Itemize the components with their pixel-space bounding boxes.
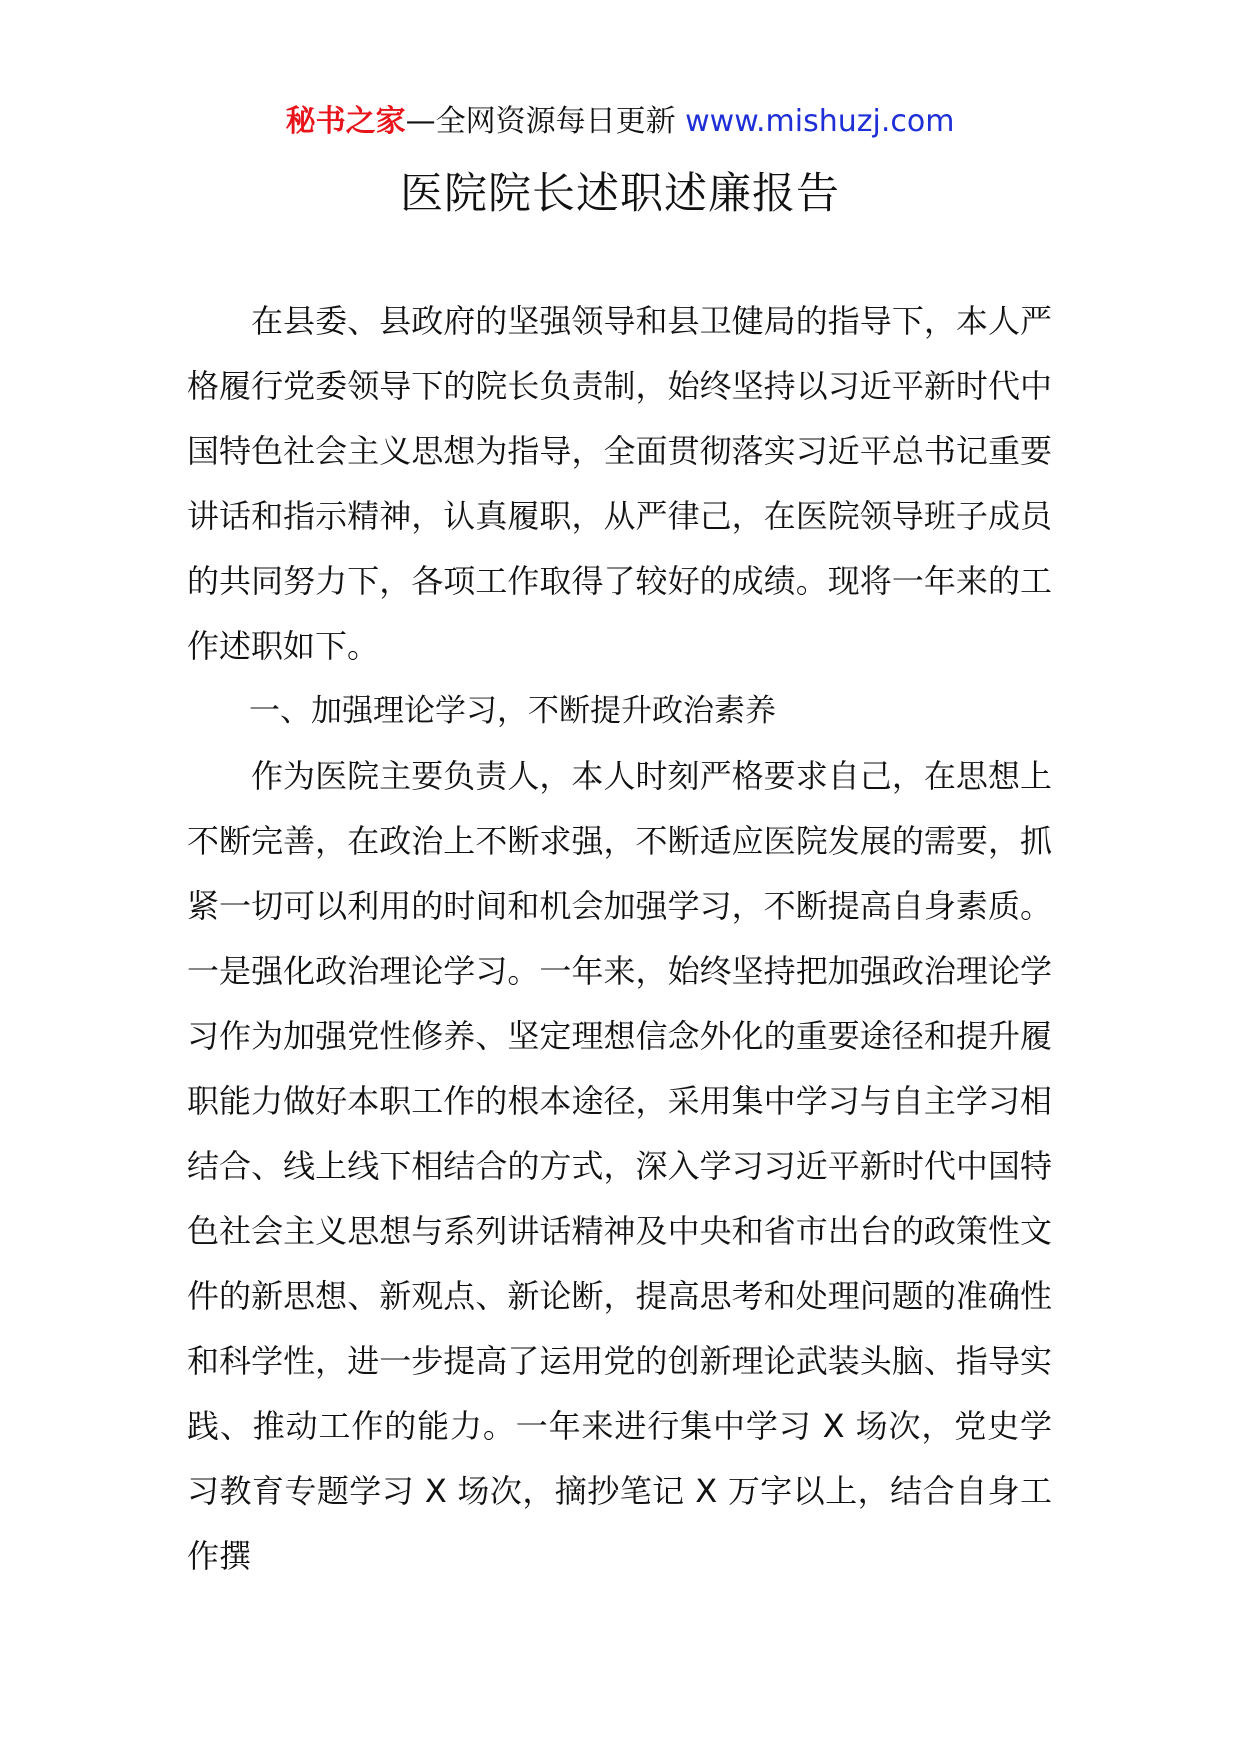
header-tagline: —全网资源每日更新 — [405, 104, 676, 139]
site-url[interactable]: www.mishuzj.com — [685, 104, 955, 139]
watermark-header — [0, 102, 1240, 142]
brand-name: 秘书之家 — [285, 104, 406, 139]
intro-paragraph: 在县委、县政府的坚强领导和县卫健局的指导下，本人严格履行党委领导下的院长负责制，始终坚持以习近平新时代中国特色社会主义思想为指导，全面贯彻落实习近平总书记重要讲话和指示精神，认真履职，从严律己，在医院领导班子成员的共同努力下，各项工作取得了较好的成绩。现将一年来的工作述职如下。 — [187, 302, 1052, 665]
section-heading: 一、加强理论学习，不断提升政治素养 — [249, 693, 776, 729]
section-paragraph: 作为医院主要负责人，本人时刻严格要求自己，在思想上不断完善，在政治上不断求强，不断适应医院发展的需要，抓紧一切可以利用的时间和机会加强学习，不断提高自身素质。一是强化政治理论学习。一年来，始终坚持把加强政治理论学习作为加强党性修养、坚定理想信念外化的重要途径和提升履职能力做好本职工作的根本途径，采用集中学习与自主学习相结合、线上线下相结合的方式，深入学习习近平新时代中国特色社会主义思想与系列讲话精神及中央和省市出台的政策性文件的新思想、新观点、新论断，提高思考和处理问题的准确性和科学性，进一步提高了运用党的创新理论武装头脑、指导实践、推动工作的能力。一年来进行集中学习 X 场次，党史学习教育专题学习 X 场次，摘抄笔记 X 万字以上，结合自身工作撰 — [187, 757, 1052, 1575]
document-title: 医院院长述职述廉报告 — [400, 169, 840, 219]
document-body — [187, 289, 1052, 1589]
